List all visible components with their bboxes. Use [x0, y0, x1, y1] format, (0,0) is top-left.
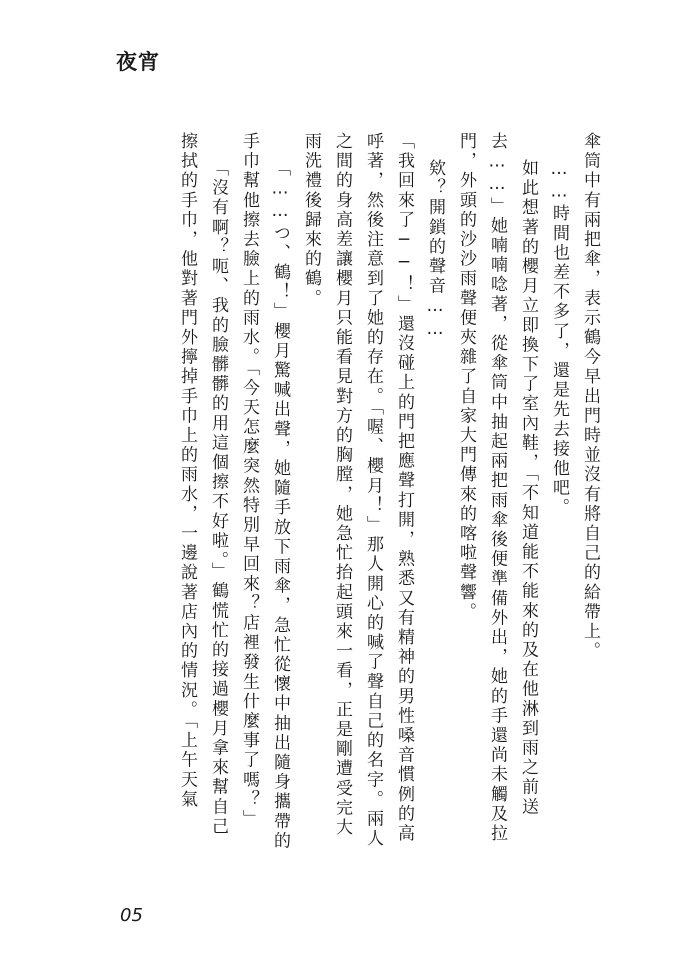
paragraph: 傘筒中有兩把傘，表示鶴今早出門時並沒有將自己的給帶上。 [580, 132, 600, 662]
paragraph: 如此想著的櫻月立即換下了室內鞋，「不知道能不能來的及在他淋到雨之前送去……」她喃喃唸著，從傘筒中抽起兩把雨傘後便準備外出，她的手還尚未觸及拉門，外頭的沙沙雨聲便夾雜了自家大門傳來的喀啦聲響。 [456, 132, 538, 844]
paragraph: 「沒有啊？呃、我的臉髒髒的用這個擦不好啦。」鶴慌忙的接過櫻月拿來幫自己擦拭的手巾，他對著門外擰掉手巾上的雨水，一邊說著店內的情況。「上午天氣 [177, 132, 228, 837]
body-text [105, 132, 605, 852]
paragraph: ……時間也差不多了，還是先去接他吧。 [549, 159, 569, 518]
page-number: 05 [120, 905, 143, 926]
paragraph: 欸？開鎖的聲音…… [425, 159, 445, 342]
page-title: 夜宵 [116, 50, 160, 74]
paragraph: 「……つ、鶴！」櫻月驚喊出聲，她隨手放下雨傘，急忙從懷中抽出隨身攜帶的手巾幫他擦去臉上的雨水。「今天怎麼突然特別早回來？店裡發生什麼事了嗎？」 [239, 132, 290, 852]
paragraph: 「我回來了──！」還沒碰上的門把應聲打開，熟悉又有精神的男性嗓音慣例的高呼著，然後注意到了她的存在。「喔、櫻月！」那人開心的喊了聲自己的名字。兩人之間的身高差讓櫻月只能看見對方的胸膛，她急忙抬起頭來一看，正是剛遭受完大雨洗禮後歸來的鶴。 [301, 132, 414, 849]
